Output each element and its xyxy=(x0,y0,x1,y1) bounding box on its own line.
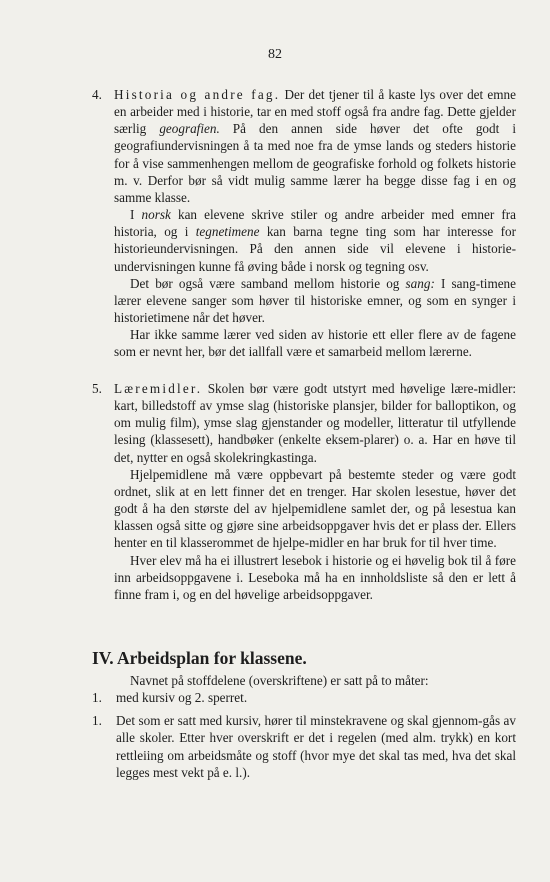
section-5-number: 5. xyxy=(92,381,102,396)
section-iv-intro: Navnet på stoffdelene (overskriftene) er satt på to måter: xyxy=(130,673,429,688)
section-4-para1-b: På den annen side høver det ofte godt i geografiundervisningen å ta med noe fra de ymse lands og steders historie for å vise sammenhengen mellom de geografiske forhold og folkets historie m. v. Derfor bør så vidt mulig samme lærer ha begge disse fag i en og samme klasse. xyxy=(114,121,516,205)
section-5-title: Læremidler. xyxy=(114,381,203,396)
section-5-para2: Hjelpemidlene må være oppbevart på bestemte steder og være godt ordnet, slik at en lett finner det en trenger. Har skolen lesestue, høver det godt å ha den største del av hjelpemidlene samlet der, og på lesestua kan klassen også sitte og gjøre sine arbeidsoppgaver hvis det er plass der. Ellers henter en til klasserommet de hjelpe-midler en har bruk for til hver time. xyxy=(114,466,516,551)
section-4-para3: Det bør også være samband mellom historie og sang: I sang-timene lærer elevene sanger som høver til historiske emner, og som en synger i historietimene når det høver. xyxy=(114,275,517,326)
section-4-para1-a: Der det tjener til å kaste lys over det emne en arbeider med i historie, tar en med stoff også fra andre fag. Dette gjelder særlig xyxy=(114,87,516,137)
section-5-para1: Skolen bør være godt utstyrt med høvelige lære-midler: kart, billedstoff av ymse slag (historiske plansjer, bilder for balloptikon, og om mulig film), ymse slag gjenstander og modeller, litteratur til utfyllende lesing (klassesett), handbøker (enkelte eksem-plarer) o. a. Har en høve til det, nytter en også skolekringkastinga. xyxy=(114,381,516,465)
section-4-para1-em: geografien. xyxy=(159,121,220,137)
section-4-title: Historia og andre fag. xyxy=(114,87,281,102)
section-4-para2: I norsk kan elevene skrive stiler og andre arbeider med emner fra historia, og i tegnetimene kan barna tegne ting som har interesse for historieundervisningen. På den annen side vil elevene i historie-undervisningen kunne få øving både i norsk og tegning osv. xyxy=(114,207,516,274)
list-item: 1. Det som er satt med kursiv, hører til minstekravene og skal gjennom-gås av alle skoler. Etter hver overskrift er det i regelen (med alm. trykk) en kort rettleiing om arbeidsmåte og stoff (hvor mye det skal tas med, hva det skal legges mest vekt på e. l.). xyxy=(92,713,516,780)
section-5-para3: Hver elev må ha ei illustrert lesebok i historie og ei høvelig bok til å føre inn arbeidsoppgavene i. Leseboka må ha en innholdsliste så den er lett å finne fram i, og en del høvelige arbeidsoppgaver. xyxy=(114,552,516,602)
page-number: 82 xyxy=(268,47,282,62)
section-4-number: 4. xyxy=(92,87,102,102)
section-4-para4: Har ikke samme lærer ved siden av historie ett eller flere av de fagene som er nevnt her, bør det iallfall være et samarbeid mellom lærerne. xyxy=(114,327,516,360)
section-iv xyxy=(92,672,516,781)
section-4 xyxy=(92,86,516,361)
section-iv-heading: IV. Arbeidsplan for klassene. xyxy=(92,648,307,668)
section-5 xyxy=(92,380,516,603)
list-item: 1. med kursiv og 2. sperret. xyxy=(92,690,248,706)
